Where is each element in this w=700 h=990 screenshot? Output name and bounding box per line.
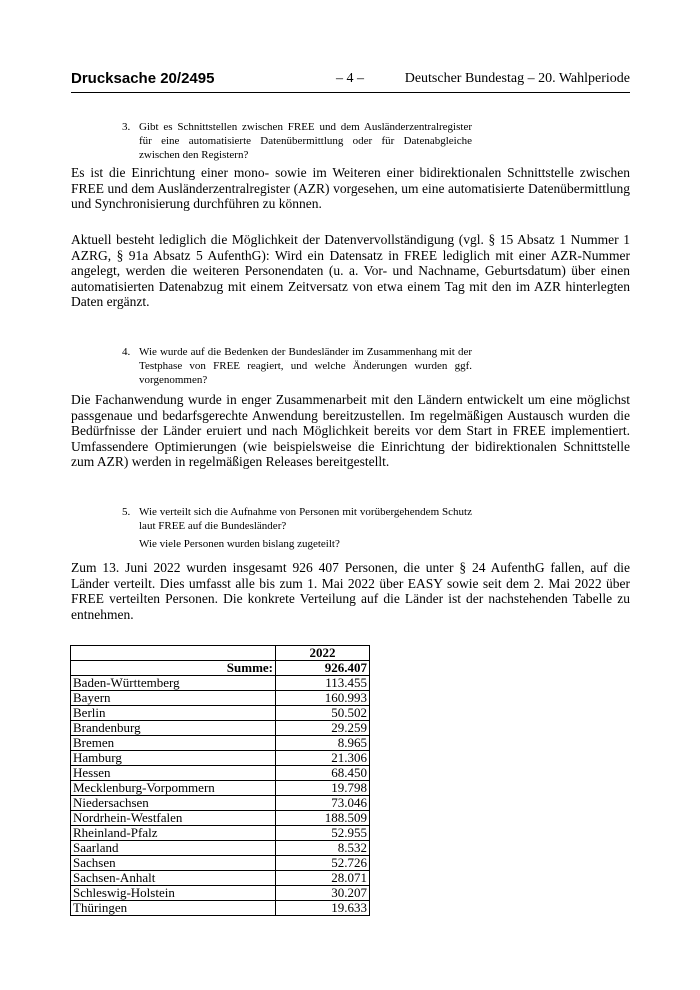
state-count: 113.455 <box>276 676 370 691</box>
question-5 <box>122 505 472 551</box>
table-header-year: 2022 <box>276 646 370 661</box>
state-count: 68.450 <box>276 766 370 781</box>
table-row <box>71 706 370 721</box>
question-text: Wie wurde auf die Bedenken der Bundesländer im Zusammenhang mit der Testphase von FREE reagiert, und welche Änderungen wurden ggf. vorgenommen? <box>139 346 472 386</box>
state-name: Berlin <box>71 706 276 721</box>
drucksache-value: 2495 <box>181 70 215 87</box>
question-text: Wie verteilt sich die Aufnahme von Personen mit vorübergehendem Schutz laut FREE auf die Bundesländer? <box>139 506 472 532</box>
state-count: 19.798 <box>276 781 370 796</box>
question-3 <box>122 120 472 162</box>
question-text: Gibt es Schnittstellen zwischen FREE und dem Ausländerzentralregister für eine automatisierte Datenübermittlung oder für Datenabgleiche zwischen den Registern? <box>139 121 472 161</box>
state-name: Bremen <box>71 736 276 751</box>
sum-value: 926.407 <box>276 661 370 676</box>
state-name: Sachsen <box>71 856 276 871</box>
state-name: Niedersachsen <box>71 796 276 811</box>
state-name: Brandenburg <box>71 721 276 736</box>
table-sum-row <box>71 661 370 676</box>
state-name: Nordrhein-Westfalen <box>71 811 276 826</box>
table-row <box>71 766 370 781</box>
state-name: Bayern <box>71 691 276 706</box>
state-count: 160.993 <box>276 691 370 706</box>
state-count: 28.071 <box>276 871 370 886</box>
drucksache-number <box>71 70 214 87</box>
state-count: 29.259 <box>276 721 370 736</box>
table-row <box>71 826 370 841</box>
table-row <box>71 901 370 916</box>
table-row <box>71 691 370 706</box>
state-count: 52.726 <box>276 856 370 871</box>
answer-5-paragraph-1: Zum 13. Juni 2022 wurden insgesamt 926 407 Personen, die unter § 24 AufenthG fallen, auf die Länder verteilt. Dies umfasst alle bis zum 1. Mai 2022 über EASY sowie seit dem 2. Mai 2022 über FREE verteilten Personen. Die konkrete Verteilung auf die Länder ist der nachstehenden Tabelle zu entnehmen. <box>71 560 630 622</box>
page-header <box>71 70 630 92</box>
state-count: 50.502 <box>276 706 370 721</box>
table-row <box>71 871 370 886</box>
parliament-label: Deutscher Bundestag – 20. Wahlperiode <box>404 71 630 86</box>
sum-label: Summe: <box>71 661 276 676</box>
table-row <box>71 676 370 691</box>
table-header-empty <box>71 646 276 661</box>
drucksache-label: Drucksache 20/ <box>71 70 182 87</box>
state-count: 52.955 <box>276 826 370 841</box>
state-count: 19.633 <box>276 901 370 916</box>
page-number: – 4 – <box>336 71 364 86</box>
state-count: 21.306 <box>276 751 370 766</box>
state-name: Sachsen-Anhalt <box>71 871 276 886</box>
table-row <box>71 796 370 811</box>
state-name: Hessen <box>71 766 276 781</box>
state-count: 8.965 <box>276 736 370 751</box>
table-row <box>71 781 370 796</box>
table-row <box>71 751 370 766</box>
state-name: Baden-Württemberg <box>71 676 276 691</box>
state-name: Hamburg <box>71 751 276 766</box>
state-name: Saarland <box>71 841 276 856</box>
table-row <box>71 811 370 826</box>
table-row <box>71 736 370 751</box>
state-count: 30.207 <box>276 886 370 901</box>
state-count: 8.532 <box>276 841 370 856</box>
question-number: 3. <box>122 121 131 133</box>
state-name: Rheinland-Pfalz <box>71 826 276 841</box>
state-count: 73.046 <box>276 796 370 811</box>
table-row <box>71 886 370 901</box>
question-number: 4. <box>122 346 131 358</box>
state-name: Mecklenburg-Vorpommern <box>71 781 276 796</box>
question-number: 5. <box>122 506 131 518</box>
state-name: Thüringen <box>71 901 276 916</box>
header-rule <box>71 92 630 93</box>
question-subtext: Wie viele Personen wurden bislang zugeteilt? <box>139 538 340 550</box>
answer-3-paragraph-2: Aktuell besteht lediglich die Möglichkeit der Datenvervollständigung (vgl. § 15 Absatz 1 Nummer 1 AZRG, § 91a Absatz 5 AufenthG): Wird ein Datensatz in FREE lediglich mit einer AZR-Nummer angelegt, werden die weiteren Personendaten (u. a. Vor- und Nachname, Geburtsdatum) über einen automatisierten Datenabzug mit einem Zeitversatz von etwa einem Tag mit den im AZR hinterlegten Daten ergänzt. <box>71 232 630 309</box>
table-row <box>71 856 370 871</box>
answer-3-paragraph-1: Es ist die Einrichtung einer mono- sowie im Weiteren einer bidirektionalen Schnittstelle zwischen FREE und dem Ausländerzentralregister (AZR) vorgesehen, um eine automatisierte Datenübermittlung und Synchronisierung durchführen zu können. <box>71 165 630 211</box>
table-row <box>71 721 370 736</box>
state-name: Schleswig-Holstein <box>71 886 276 901</box>
table-header-row <box>71 646 370 661</box>
table-row <box>71 841 370 856</box>
question-4 <box>122 345 472 387</box>
answer-4-paragraph-1: Die Fachanwendung wurde in enger Zusammenarbeit mit den Ländern entwickelt um eine möglichst passgenaue und bedarfsgerechte Anwendung bereitzustellen. Im regelmäßigen Austausch wurden die Bedürfnisse der Länder eruiert und nach Möglichkeit bereits vor dem Start in FREE implementiert. Umfassendere Optimierungen (wie beispielsweise die Einrichtung der bidirektionalen Schnittstelle zum AZR) werden in regelmäßigen Releases bereitgestellt. <box>71 392 630 469</box>
state-count: 188.509 <box>276 811 370 826</box>
distribution-table <box>70 645 370 916</box>
